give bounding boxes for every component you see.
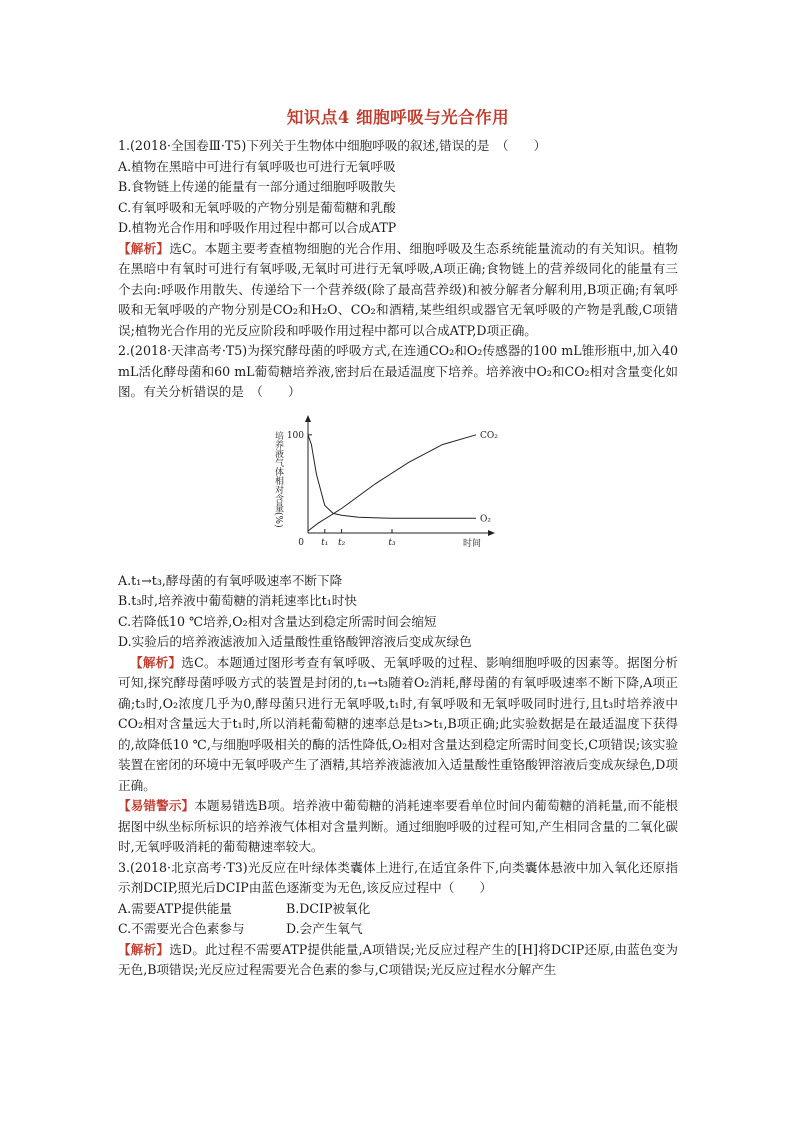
question-2-option-b: B.t₃时,培养液中葡萄糖的消耗速率比t₁时快 (118, 593, 357, 608)
question-2-analysis (118, 653, 678, 797)
warning-tag: 【易错警示】 (118, 798, 195, 813)
question-2-option-c: C.若降低10 ℃培养,O₂相对含量达到稳定所需时间会缩短 (118, 613, 437, 629)
question-3-option-d: D.会产生氧气 (286, 921, 363, 936)
question-1-analysis (118, 239, 678, 342)
question-3 (118, 858, 678, 981)
question-1-option-c: C.有氧呼吸和无氧呼吸的产物分别是葡萄糖和乳酸 (118, 199, 396, 215)
chart-figure (118, 409, 678, 569)
page-title: 知识点4 细胞呼吸与光合作用 (286, 108, 510, 127)
analysis-text: 选D。此过程不需要ATP提供能量,A项错误;光反应过程产生的[H]将DCIP还原,由蓝色变为无色,B项错误;光反应过程需要光合色素的参与,C项错误;光反应过程水分解产生 (118, 941, 679, 977)
analysis-tag: 【解析】 (118, 240, 170, 256)
question-3-options-row-1 (118, 899, 678, 920)
y-axis-arrow (305, 415, 311, 422)
x-tick-label: t₂ (337, 537, 346, 548)
analysis-text: 选C。本题通过图形考查有氧呼吸、无氧呼吸的过程、影响细胞呼吸的因素等。据图分析可知,探究酵母菌呼吸方式的装置是封闭的,t₁→t₃随着O₂消耗,酵母菌的有氧呼吸速率不断下降,A项正确;t₃时,O₂浓度几乎为0,酵母菌只进行无氧呼吸,t₁时,有氧呼吸和无氧呼吸同时进行,且t₃时培养液中CO₂相对含量远大于t₁时,所以消耗葡萄糖的速率总是t₃>t₁,B项正确;此实验数据是在最适温度下获得的,故降低10 ℃,与细胞呼吸相关的酶的活性降低,O₂相对含量达到稳定所需时间变长,C项错误;该实验装置在密闭的环境中无氧呼吸产生了酒精,其培养液滤液加入适量酸性重铬酸钾溶液后变成灰绿色,D项正确。 (118, 654, 679, 793)
x-tick-label: t₃ (388, 537, 396, 548)
question-3-option-b: B.DCIP被氧化 (286, 900, 371, 916)
gas-content-chart (268, 409, 508, 565)
question-3-analysis (118, 940, 678, 981)
x-tick-label: t₁ (321, 537, 329, 548)
o2-series-line (308, 434, 476, 518)
x-axis-label: 时间 (462, 538, 482, 549)
question-1-option-b: B.食物链上传递的能量有一部分通过细胞呼吸散失 (118, 179, 396, 194)
origin-label: 0 (298, 537, 304, 548)
question-2-stem: 2.(2018·天津高考·T5)为探究酵母菌的呼吸方式,在连通CO₂和O₂传感器的100 mL锥形瓶中,加入40 mL活化酵母菌和60 mL葡萄糖培养液,密封后在最适温度下培养。培养液中O₂和CO₂相对含量变化如图。有关分析错误的是 （ ） (118, 343, 678, 399)
question-2-option-a: A.t₁→t₃,酵母菌的有氧呼吸速率不断下降 (118, 572, 343, 588)
question-2-warning (118, 796, 678, 858)
analysis-text: 选C。本题主要考查植物细胞的光合作用、细胞呼吸及生态系统能量流动的有关知识。植物在黑暗中有氧时可进行有氧呼吸,无氧时可进行无氧呼吸,A项正确;食物链上的营养级同化的能量有三个去向:呼吸作用散失、传递给下一个营养级(除了最高营养级)和被分解者分解利用,B项正确;有氧呼吸和无氧呼吸的产物分别是CO₂和H₂O、CO₂和酒精,某些组织或器官无氧呼吸的产物是乳酸,C项错误;植物光合作用的光反应阶段和呼吸作用过程中都可以合成ATP,D项正确。 (118, 240, 679, 338)
question-3-options-row-2 (118, 919, 678, 940)
question-2 (118, 341, 678, 858)
question-1 (118, 136, 678, 341)
co2-series-label: CO₂ (480, 430, 498, 441)
analysis-tag: 【解析】 (118, 941, 170, 957)
co2-series-line (308, 434, 476, 530)
warning-text: 本题易错选B项。培养液中葡萄糖的消耗速率要看单位时间内葡萄糖的消耗量,而不能根据图中纵坐标所标识的培养液气体相对含量判断。通过细胞呼吸的过程可知,产生相同含量的二氧化碳时,无氧呼吸消耗的葡萄糖速率较大。 (118, 798, 679, 854)
question-3-stem: 3.(2018·北京高考·T3)光反应在叶绿体类囊体上进行,在适宜条件下,向类囊体悬液中加入氧化还原指示剂DCIP,照光后DCIP由蓝色逐渐变为无色,该反应过程中（ ） (118, 859, 678, 895)
question-2-option-d: D.实验后的培养液滤液加入适量酸性重铬酸钾溶液后变成灰绿色 (118, 634, 472, 649)
y-tick-label: 100 (286, 430, 304, 441)
o2-series-label: O₂ (480, 513, 491, 524)
question-1-option-d: D.植物光合作用和呼吸作用过程中都可以合成ATP (118, 220, 397, 235)
question-1-stem: 1.(2018·全国卷Ⅲ·T5)下列关于生物体中细胞呼吸的叙述,错误的是 （ ） (118, 138, 547, 153)
question-3-option-c: C.不需要光合色素参与 (118, 921, 245, 936)
question-3-option-a: A.需要ATP提供能量 (118, 900, 232, 916)
question-1-option-a: A.植物在黑暗中可进行有氧呼吸也可进行无氧呼吸 (118, 158, 396, 174)
y-axis-label: 培养液气体相对含量(%) (273, 430, 283, 528)
document-page (118, 104, 678, 981)
analysis-tag: 【解析】 (130, 654, 182, 670)
x-axis-arrow (488, 530, 495, 536)
